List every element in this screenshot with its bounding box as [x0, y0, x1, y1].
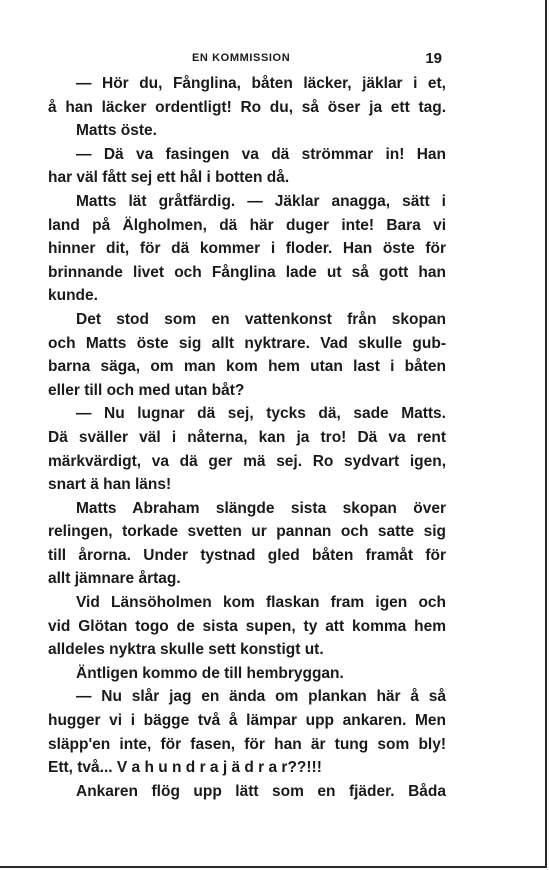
text-line: Det stod som en vattenkonst från skopan — [76, 310, 446, 328]
text-line: eller till och med utan båt? — [48, 381, 245, 399]
text-line: barna säga, om man kom hem utan last i båten — [48, 358, 446, 376]
text-line: har väl fått sej ett hål i botten då. — [48, 169, 290, 187]
page-header — [48, 50, 442, 70]
text-line: relingen, torkade svetten ur pannan och satte sig — [48, 523, 446, 541]
text-line: Ankaren flög upp lätt som en fjäder. Båda — [76, 782, 446, 800]
text-line: land på Älgholmen, dä här duger inte! Bara vi — [48, 216, 446, 234]
text-line: — Hör du, Fånglina, båten läcker, jäklar i et, — [76, 75, 446, 92]
page-number: 19 — [425, 50, 442, 67]
text-line: märkvärdigt, va dä ger mä sej. Ro sydvart igen, — [48, 452, 446, 470]
text-line: släpp'en inte, för fasen, för han är tung som bly! — [48, 735, 446, 753]
running-title: EN KOMMISSION — [192, 52, 291, 64]
text-line: — Nu lugnar dä sej, tycks dä, sade Matts. — [76, 405, 446, 423]
text-line: alldeles nyktra skulle sett konstigt ut. — [48, 641, 324, 659]
text-line: Matts öste. — [76, 122, 157, 140]
text-line: — Nu slår jag en ända om plankan här å så — [76, 688, 446, 706]
text-line: hugger vi i bägge två å lämpar upp ankaren. Men — [48, 712, 446, 730]
text-line: kunde. — [48, 287, 98, 305]
text-line: Dä sväller väl i nåterna, kan ja tro! Dä va rent — [48, 428, 446, 446]
text-line: Matts Abraham slängde sista skopan över — [76, 499, 446, 517]
text-line: vid Glötan togo de sista supen, ty att komma hem — [48, 617, 446, 635]
text-line: å han läcker ordentligt! Ro du, så öser ja ett tag. — [48, 98, 446, 116]
text-line: snart ä han läns! — [48, 476, 172, 494]
text-line: till årorna. Under tystnad gled båten framåt för — [48, 546, 446, 564]
body-text — [48, 72, 446, 803]
text-line: allt jämnare årtag. — [48, 570, 181, 588]
text-line: — Dä va fasingen va dä strömmar in! Han — [76, 145, 446, 163]
text-line: och Matts öste sig allt nyktrare. Vad skulle gub- — [48, 334, 446, 352]
text-line: Äntligen kommo de till hembryggan. — [76, 664, 344, 682]
text-line: Matts lät gråtfärdig. — Jäklar anagga, sätt i — [76, 192, 446, 210]
text-line: Ett, två... V a h u n d r a j ä d r a r??!!! — [48, 759, 322, 777]
text-line: brinnande livet och Fånglina lade ut så gott han — [48, 263, 446, 281]
text-line: Vid Länsöholmen kom flaskan fram igen och — [76, 594, 446, 612]
text-line: hinner dit, för dä kommer i floder. Han öste för — [48, 240, 446, 258]
